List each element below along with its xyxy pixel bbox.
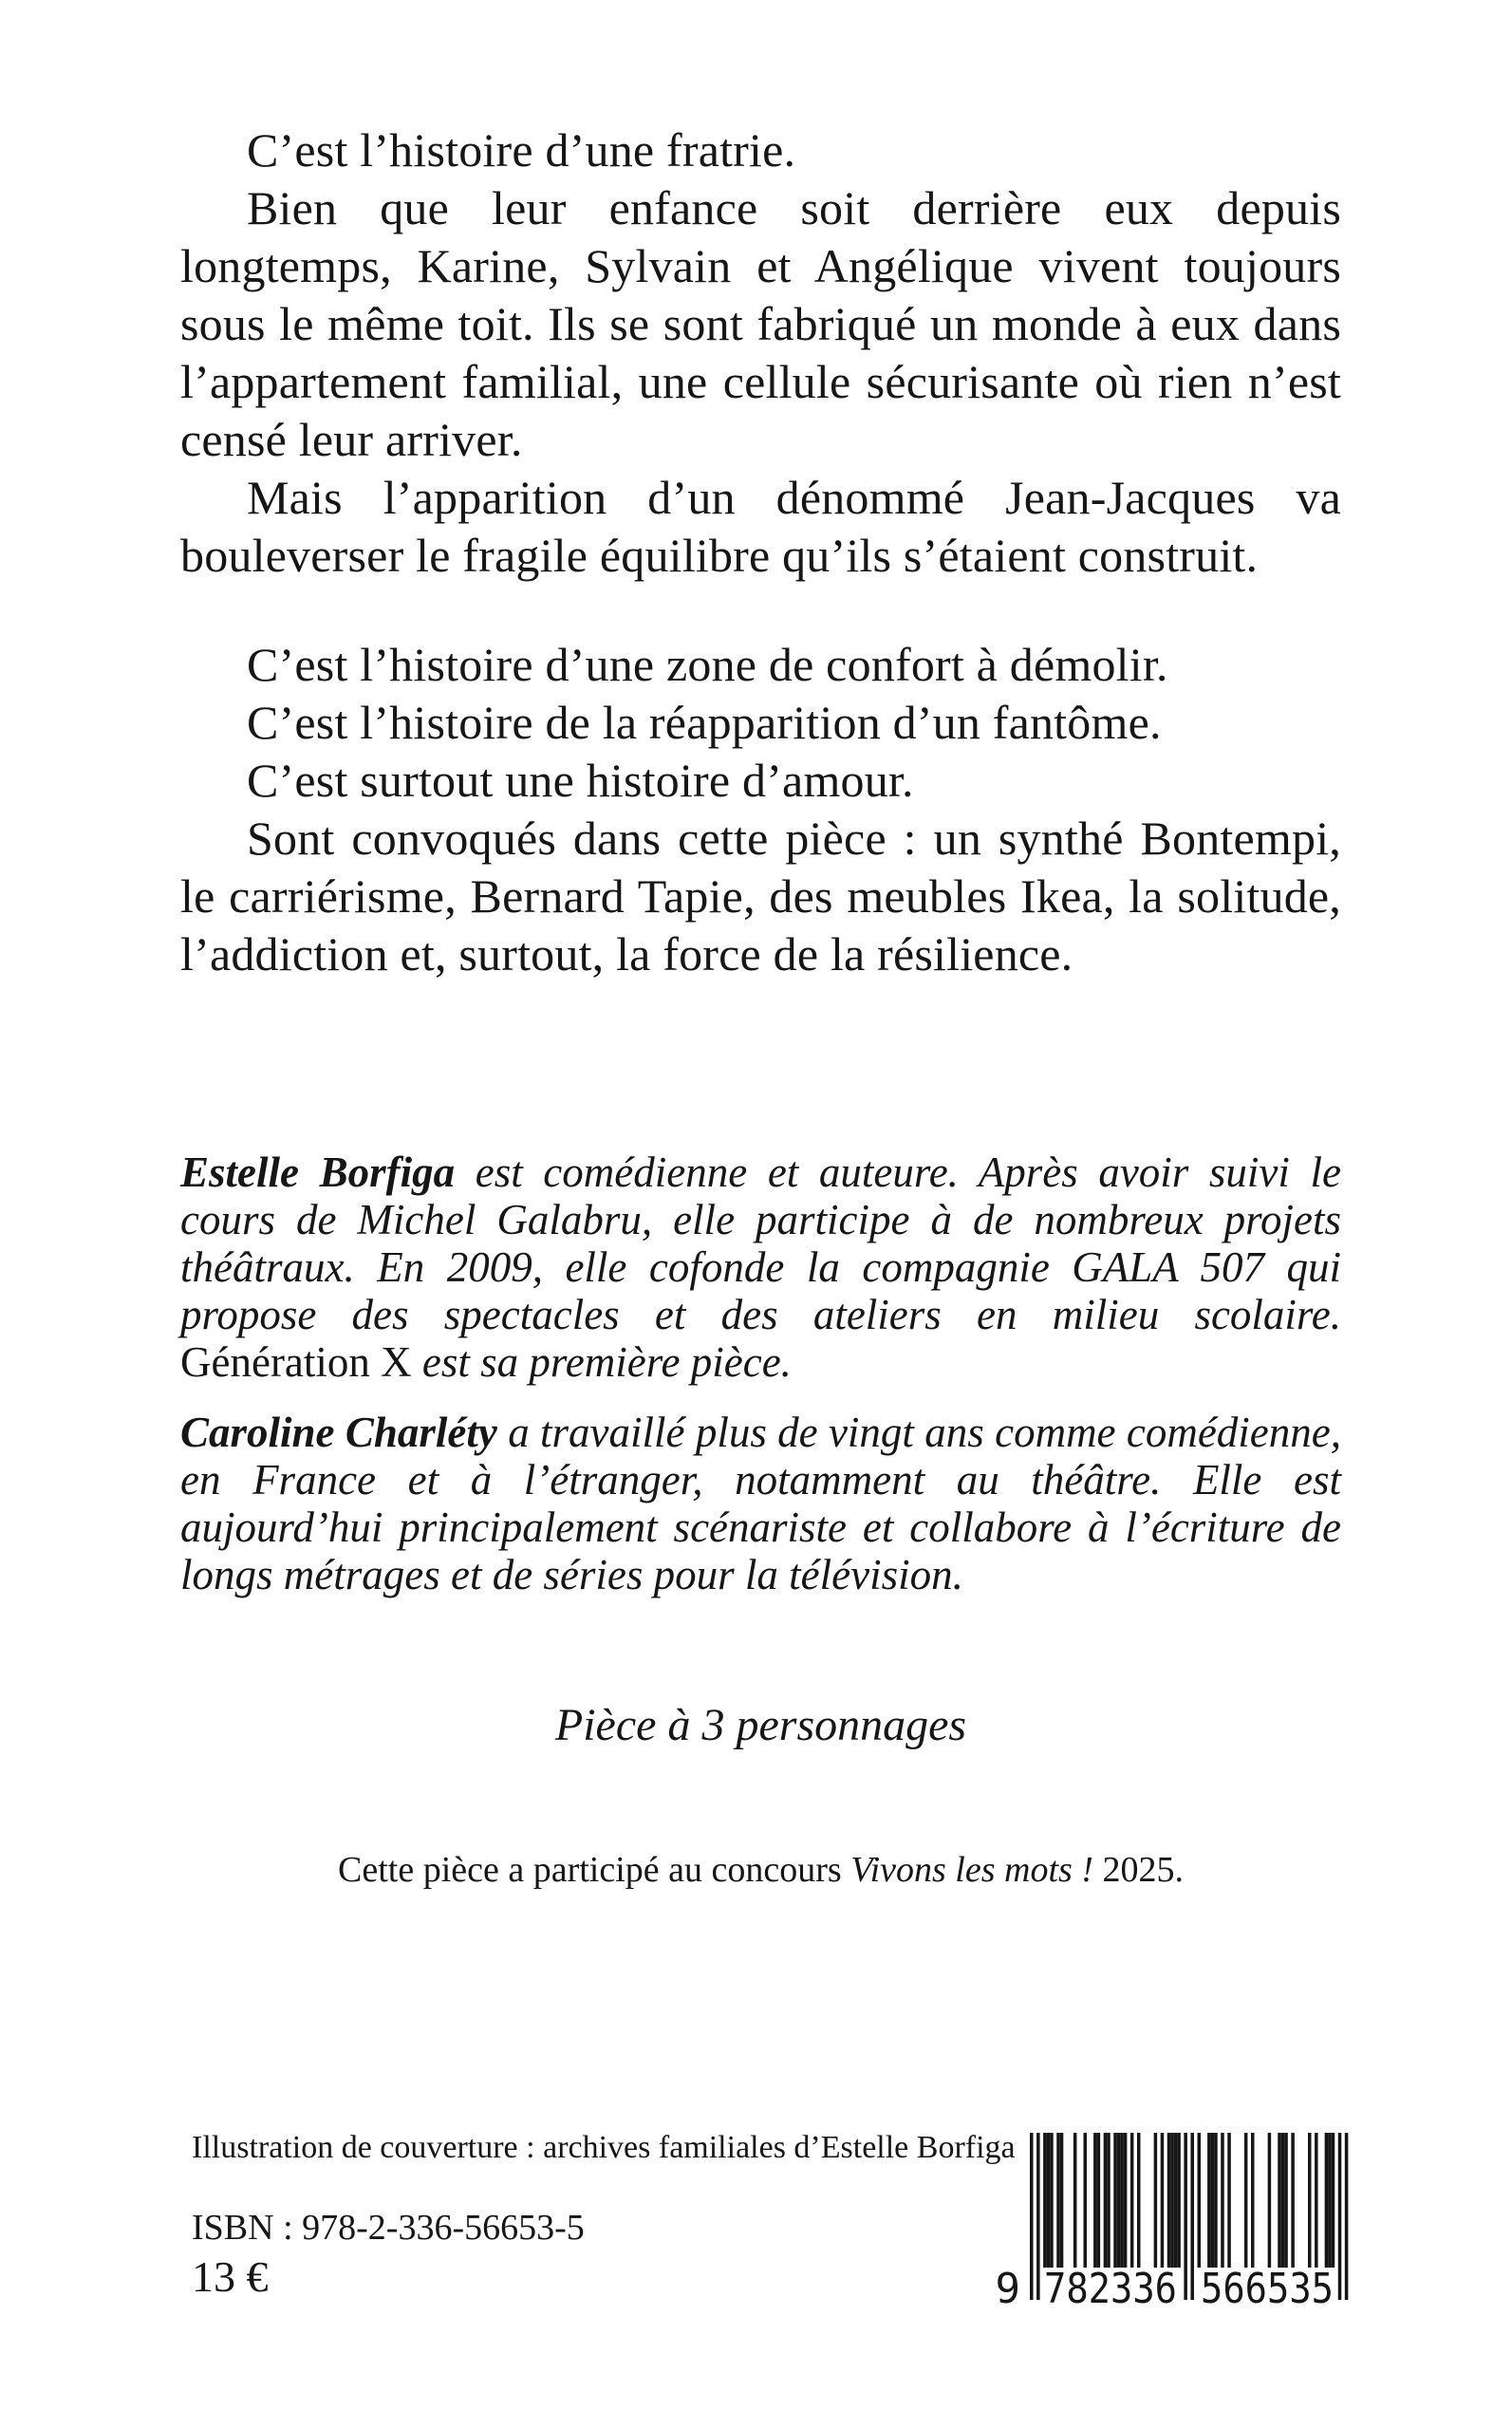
isbn-number: ISBN : 978-2-336-56653-5 xyxy=(192,2208,585,2248)
synopsis xyxy=(180,121,1341,983)
text-segment: Estelle Borfiga xyxy=(180,1148,456,1196)
paragraph: Sont convoqués dans cette pièce : un synthé Bontempi, le carriérisme, Bernard Tapie, des meubles Ikea, la solitude, l’addiction et, surtout, la force de la résilience. xyxy=(180,812,1341,980)
ean13-barcode xyxy=(987,2131,1359,2313)
svg-text:9: 9 xyxy=(995,2265,1020,2313)
paragraph: Mais l’apparition d’un dénommé Jean-Jacques va bouleverser le fragile équilibre qu’ils s’étaient construit. xyxy=(180,471,1341,582)
bio-caroline-charlety xyxy=(180,1409,1341,1598)
bio-estelle-borfiga xyxy=(180,1148,1341,1386)
author-bios xyxy=(180,1148,1341,1621)
paragraph: Bien que leur enfance soit derrière eux depuis longtemps, Karine, Sylvain et Angélique vivent toujours sous le même toit. Ils se sont fabriqué un monde à eux dans l’appartement familial, une cellule sécurisante où rien n’est censé leur arriver. xyxy=(180,181,1341,466)
svg-text:782336: 782336 xyxy=(1044,2265,1177,2313)
paragraph: C’est surtout une histoire d’amour. xyxy=(247,754,914,807)
text-segment: a travaillé plus de vingt ans comme comédienne, en France et à l’étranger, notamment au théâtre. Elle est aujourd’hui principalement scénariste et collabore à l’écriture de longs métrages et de séries pour la télévision. xyxy=(180,1409,1342,1598)
cast-note: Pièce à 3 personnages xyxy=(554,1700,967,1750)
text-segment: Caroline Charléty xyxy=(180,1409,497,1456)
paragraph: C’est l’histoire d’une zone de confort à démolir. xyxy=(247,638,1168,691)
contest-note xyxy=(180,1849,1341,1891)
paragraph: C’est l’histoire d’une fratrie. xyxy=(247,123,796,177)
text-segment: 2025. xyxy=(1092,1850,1184,1890)
price: 13 € xyxy=(192,2252,269,2301)
svg-text:566535: 566535 xyxy=(1201,2265,1334,2313)
text-segment: Génération X xyxy=(180,1338,412,1386)
text-segment: Cette pièce a participé au concours xyxy=(338,1850,851,1890)
illustration-credit: Illustration de couverture : archives familiales d’Estelle Borfiga xyxy=(192,2130,1016,2165)
synopsis-part-1 xyxy=(180,121,1341,585)
paragraph: C’est l’histoire de la réapparition d’un fantôme. xyxy=(247,696,1162,749)
barcode-svg xyxy=(987,2131,1359,2313)
text-segment: est sa première pièce. xyxy=(411,1338,792,1386)
synopsis-part-2 xyxy=(180,636,1341,983)
text-segment: est comédienne et auteure. Après avoir suivi le cours de Michel Galabru, elle participe à de nombreux projets théâtraux. En 2009, elle cofonde la compagnie GALA 507 qui propose des spectacles et des ateliers en milieu scolaire. xyxy=(180,1148,1341,1338)
text-segment: Vivons les mots ! xyxy=(850,1850,1093,1890)
